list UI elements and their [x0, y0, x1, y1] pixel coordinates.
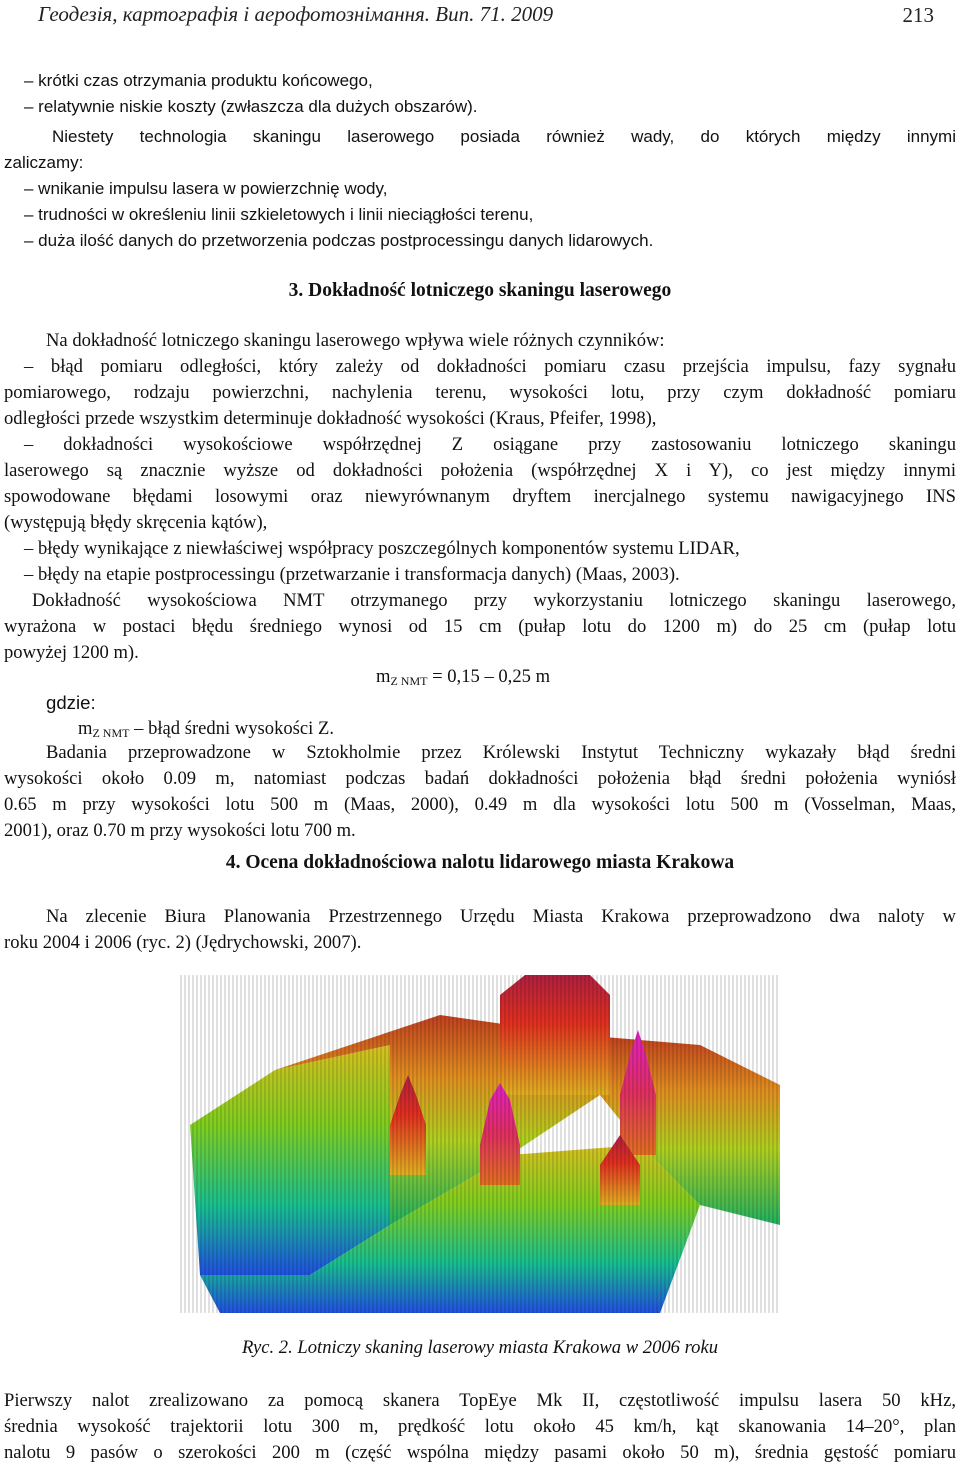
list-item: – błąd pomiaru odległości, który zależy od dokładności pomiaru czasu przejścia impulsu, fazy sygnału — [24, 356, 956, 377]
paragraph-line: roku 2004 i 2006 (ryc. 2) (Jędrychowski, 2007). — [4, 932, 362, 953]
paragraph-line: Niestety technologia skaningu laserowego posiada również wady, do których między innymi — [52, 127, 956, 146]
paragraph-line: odległości przede wszystkim determinuje dokładność wysokości (Kraus, Pfeifer, 1998), — [4, 408, 657, 429]
definition-subscript: Z NMT — [92, 726, 130, 740]
paragraph-line: pomiarowego, rodzaju powierzchni, nachylenia terenu, wysokości lotu, przy czym dokładność pomiaru — [4, 382, 956, 403]
paragraph-line: laserowego są znacznie wyższe od dokładności położenia (współrzędnej X i Y), co jest między innymi — [4, 460, 956, 481]
paragraph-line: wyrażona w postaci błędu średniego wynosi od 15 cm (pułap lotu do 1200 m) do 25 cm (pułap lotu — [4, 616, 956, 637]
paragraph-line: nalotu 9 pasów o szerokości 200 m (część wspólna między pasami około 50 m), średnia gęstość pomiaru — [4, 1442, 956, 1463]
lidar-figure — [180, 975, 780, 1313]
list-item: – krótki czas otrzymania produktu końcowego, — [24, 71, 373, 90]
paragraph-line: spowodowane błędami losowymi oraz niewyrównanym dryftem inercjalnego systemu nawigacyjnego INS — [4, 486, 956, 507]
paragraph-line: powyżej 1200 m). — [4, 642, 139, 663]
page-number: 213 — [902, 3, 934, 27]
paragraph-line: Na dokładność lotniczego skaningu laserowego wpływa wiele różnych czynników: — [46, 330, 665, 351]
figure-caption: Ryc. 2. Lotniczy skaning laserowy miasta Krakowa w 2006 roku — [241, 1337, 718, 1358]
list-item: – dokładności wysokościowe współrzędnej Z osiągane przy zastosowaniu lotniczego skaningu — [24, 434, 956, 455]
paragraph-line: zaliczamy: — [4, 153, 84, 172]
section-heading: 3. Dokładność lotniczego skaningu laserowego — [288, 280, 672, 301]
paragraph-line: 0.65 m przy wysokości lotu 500 m (Maas, 2000), 0.49 m dla wysokości lotu 500 m (Vosselman, Maas, — [4, 794, 956, 815]
list-item: – błędy wynikające z niewłaściwej współpracy poszczególnych komponentów systemu LIDAR, — [24, 538, 740, 559]
list-item: – duża ilość danych do przetworzenia podczas postprocessingu danych lidarowych. — [24, 231, 654, 250]
paragraph-line: (występują błędy skręcenia kątów), — [4, 512, 268, 533]
formula-subscript: Z NMT — [390, 674, 428, 688]
gdzie-label: gdzie: — [46, 692, 96, 713]
formula — [376, 664, 550, 694]
list-item: – błędy na etapie postprocessingu (przetwarzanie i transformacja danych) (Maas, 2003). — [24, 564, 680, 585]
list-item: – wnikanie impulsu lasera w powierzchnię wody, — [24, 179, 388, 198]
paragraph-line: Dokładność wysokościowa NMT otrzymanego przy wykorzystaniu lotniczego skaningu laserowego, — [32, 590, 956, 611]
formula-rhs: = 0,15 – 0,25 m — [427, 666, 551, 687]
formula-symbol: m — [376, 666, 391, 687]
paragraph-line: średnia wysokość trajektorii lotu 300 m, prędkość lotu około 45 km/h, kąt skanowania 14–20°, plan — [4, 1416, 956, 1437]
paragraph-line: Badania przeprowadzone w Sztokholmie przez Królewski Instytut Techniczny wykazały błąd średni — [46, 742, 956, 763]
scan-texture — [180, 975, 780, 1313]
list-item: – trudności w określeniu linii szkieletowych i linii nieciągłości terenu, — [24, 205, 534, 224]
definition-symbol: m — [78, 718, 93, 739]
journal-header: Геодезія, картографія і аерофотознімання. Вип. 71. 2009 — [38, 2, 554, 26]
list-item: – relatywnie niskie koszty (zwłaszcza dla dużych obszarów). — [24, 97, 478, 116]
paragraph-line: wysokości około 0.09 m, natomiast podczas badań dokładności położenia błąd średni położenia wyniósł — [4, 768, 956, 789]
paragraph-line: 2001), oraz 0.70 m przy wysokości lotu 700 m. — [4, 820, 356, 841]
paragraph-line: Na zlecenie Biura Planowania Przestrzennego Urzędu Miasta Krakowa przeprowadzono dwa naloty w — [46, 906, 956, 927]
paragraph-line: Pierwszy nalot zrealizowano za pomocą skanera TopEye Mk II, częstotliwość impulsu lasera 50 kHz, — [4, 1390, 956, 1411]
definition-text: – błąd średni wysokości Z. — [129, 718, 334, 739]
section-heading: 4. Ocena dokładnościowa nalotu lidarowego miasta Krakowa — [225, 852, 735, 873]
